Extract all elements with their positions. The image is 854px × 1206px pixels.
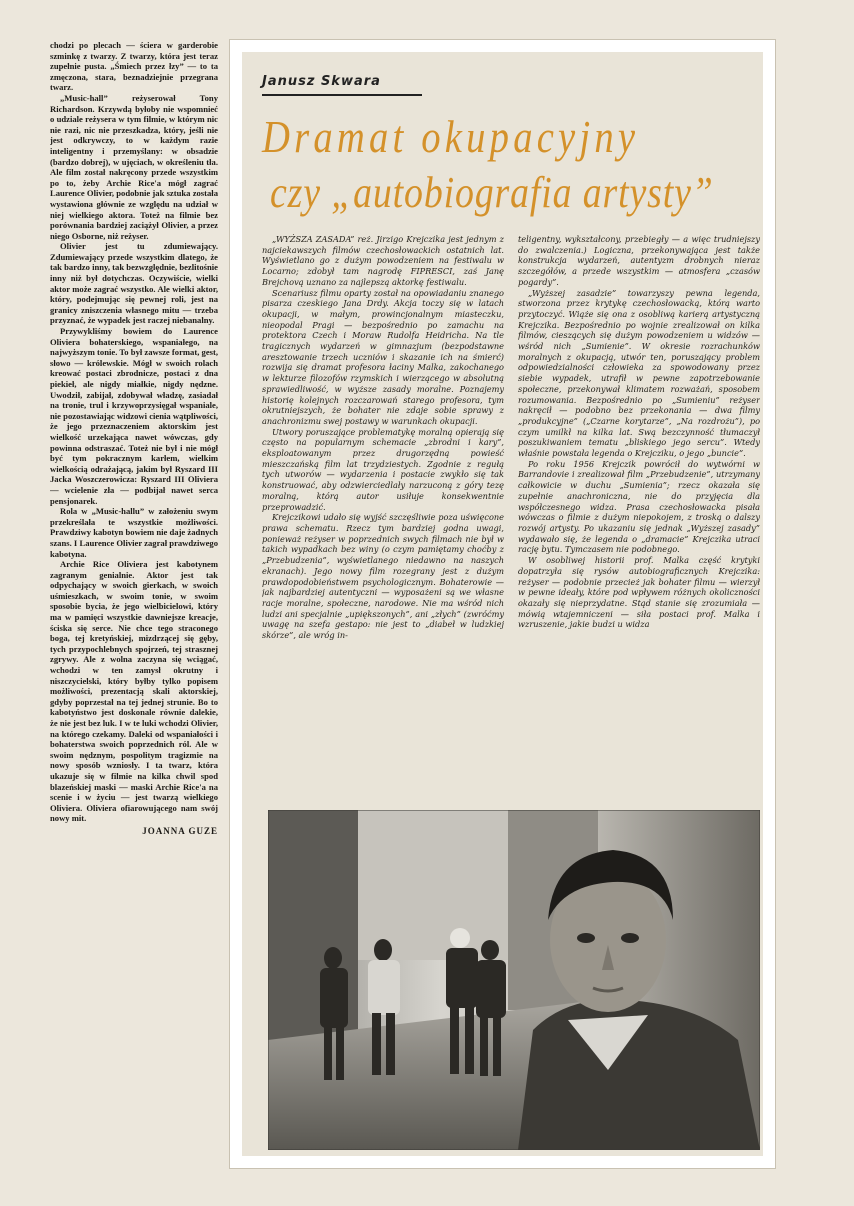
left-paragraph: Przywykliśmy bowiem do Laurence Oliviera bohaterskiego, wspaniałego, na najwyższym tonie. To był zawsze format, gest, słowo — królewskie. Mógł w swoich rolach kreować postaci zbrodnicze, postaci z dna piekieł, ale nigdy miałkie, nigdy nędzne. Uwodził, zabijał, zdobywał władzę, zasiadał na tronie, trul i krzywoprzysięgał wspaniale, nie pozostawiając widzowi cienia wątpliwości, że jego przeznaczeniem aktorskim jest wielkość urzekająca nawet wówczas, gdy powinna odstraszać. Toteż nie był i nie mógł być tym pokracznym karłem, wielkim wielkością odrażającą, jakim był Ryszard III Jacka Woszczerowicza: Ryszard III Oliviera — wcielenie zła — podbijał nawet serca pensjonarek. xyxy=(50,326,218,506)
article-column-2 xyxy=(518,234,760,824)
left-paragraph: Archie Rice Oliviera jest kabotynem zagranym genialnie. Aktor jest tak odpychający w swoich gierkach, w swoich uśmieszkach, w swoim tonie, w swoim sposobie bycia, że jego wielbicielowi, który ma w pamięci wszystkie dawniejsze kreacje, ściska się serce. Nie chce tego straconego boga, tej kretyńskiej, mizdrzącej się gęby, tych przypochlebnych spojrzeń, tej strasznej zgrywy. Ale z wolna zaczyna się wciągać, wchodzi w ten zamysł okrutny i niszczycielski, który byłby tylko popisem możliwości, prezentacją skali aktorskiej, gdyby poprzestał na tej jednej strunie. Bo to kabotyństwo jest doskonale równie dalekie, że nie jest bez luk. I w te luki wchodzi Olivier, na którego czekamy. Daleki od wspaniałości i bohaterstwa swoich poprzednich ról. Ale w swoim nędznym, pospolitym tragizmie na nowy sposób wzniosły. I ta twarz, która ukazuje się w filmie na kilka chwil spod blazeńskiej maski — maski Archie Rice'a na scenie i w życiu — jest twarzą wielkiego Oliviera. Oliviera ofiarowującego nam swój nowy mit. xyxy=(50,559,218,824)
article-frame xyxy=(230,40,775,1168)
article-title-line2: czy „autobiografia artysty” xyxy=(270,168,714,217)
left-paragraph: Olivier jest tu zdumiewający. Zdumiewający przede wszystkim dlatego, że tak bardzo inny, tak bezwzględnie, bezlitośnie inny niż był dotychczas. Oczywiście, wielki aktor może zagrać wszystko. Ale wielki aktor, który, podejmując się pewnej roli, jest na granicy zniszczenia własnego mitu — trzeba przyznać, że wypadek jest raczej niebanalny. xyxy=(50,241,218,326)
left-paragraph: Rola w „Music-hallu” w założeniu swym przekreślała te wszystkie możliwości. Prawdziwy kabotyn bowiem nie daje żadnych szans. I Laurence Olivier zagrał prawdziwego kabotyna. xyxy=(50,506,218,559)
film-still-image xyxy=(268,810,760,1150)
film-still-photo xyxy=(268,810,760,1150)
article-paragraph: „WYŻSZA ZASADA” reż. Jirzigo Krejczika jest jednym z najciekawszych filmów czechosłowackich ostatnich lat. Wyświetlano go z dużym powodzeniem na festiwalu w Locarno; zdobył tam nagrodę FIPRESCI, zaś Janę Brejchovą uznano za najlepszą aktorkę festiwalu. xyxy=(262,234,504,287)
article-body xyxy=(262,234,760,824)
article-paragraph: Po roku 1956 Krejczik powrócił do wytwórni w Barrandovie i zrealizował film „Przebudzenie”, utrzymany całkowicie w duchu „Sumienia”; rzecz okazała się zupełnie anachroniczna, nie do przyjęcia dla współczesnego widza. Prasa czechosłowacka pisała wówczas o filmie z dużym niepokojem, z troską o dalszy rozwój artysty. Po ukazaniu się jednak „Wyższej zasady” wydawało się, że legenda o „dramacie” Krejczika utraci rację bytu. Tymczasem nie podobnego. xyxy=(518,458,760,555)
article-paragraph: Scenariusz filmu oparty został na opowiadaniu znanego pisarza czeskiego Jana Drdy. Akcja toczy się w latach okupacji, w małym, prowincjonalnym miasteczku, nieopodal Pragi — bezpośrednio po zamachu na protektora Czech i Moraw Rudolfa Heidricha. Na tle tragicznych wydarzeń w gimnazjum (bezpodstawne aresztowanie trzech uczniów i skazanie ich na śmierć) rozwija się dramat profesora łaciny Malka, zakochanego w lekturze filozofów rzymskich i wierzącego w absolutną sprawiedliwość, w wyższe zasady moralne. Poznajemy historię kolejnych rozczarowań starego profesora, tym okrutniejszych, że bohater nie zdaje sobie sprawy z anachronizmu swej postawy w warunkach okupacji. xyxy=(262,287,504,426)
article-column-1 xyxy=(262,234,504,824)
left-paragraph: „Music-hall” reżyserował Tony Richardson. Krzywdą byłoby nie wspomnieć o udziale reżysera w tym filmie, w którym nic nie razi, nic nie przeszkadza, który, jeśli nie jest odkrywczy, to w każdym razie inteligentny i przemyślany: w obsadzie (bardzo dobrej), w ujęciach, w określeniu tła. Ale film został nakręcony przede wszystkim po to, żeby Archie Rice'a mógł zagrać Laurence Olivier, podobnie jak sztuka została wystawiona głównie ze względu na udział w niej wielkiego aktora. Toteż na filmie bez porównania bardziej zaciążył Olivier, a przez niego Osborne, niż reżyser. xyxy=(50,92,218,241)
article-paragraph: „Wyższej zasadzie” towarzyszy pewna legenda, stworzona przez krytykę czechosłowacką, którą warto przytoczyć. Wiąże się ona z osobliwą karierą artystyczną Krejczika. Bezpośrednio po wojnie zrealizował on kilka filmów, cieszących się dużym powodzeniem u widzów — wśród nich „Sumienie”. W okresie rozrachunków moralnych z okupacją, utwór ten, poruszający problem odpowiedzialności człowieka za spowodowany przez siebie wypadek, utrafił w pewne zapotrzebowanie społeczne, przekonywał klimatem rozważań, sposobem rozumowania. Bezpośrednio po „Sumieniu” reżyser nakręcił — podobno bez przekonania — dwa filmy „produkcyjne” („Czarne korytarze”, „Na rozdrożu”), po czym umilkł na kilka lat. Swą bezczynność tłumaczył poszukiwaniem tematu „bliskiego jego sercu”. Wtedy właśnie powstała legenda o Krejcziku, o jego „buncie”. xyxy=(518,287,760,459)
left-paragraph: chodzi po plecach — ściera w garderobie szminkę z twarzy. Z twarzy, która jest teraz zupełnie pusta. „Śmiech przez łzy” — to ta zmęczona, stara, beznadziejnie przegrana twarz. xyxy=(50,40,218,93)
article-title-line1: Dramat okupacyjny xyxy=(262,111,640,162)
article-paragraph: W osobliwej historii prof. Malka część krytyki dopatrzyła się rysów autobiograficznych Krejczika: reżyser — podobnie przecież jak bohater filmu — wierzył w pewne ideały, które pod wpływem różnych okoliczności okazały się nieprzydatne. Stąd stanie się zrozumiała — mówią wtajemniczeni — siła postaci prof. Malka i wzruszenie, jakie budzi u widza xyxy=(518,555,760,630)
article-author: Janusz Skwara xyxy=(262,74,381,89)
author-underline xyxy=(262,94,422,96)
article-paragraph: Krejczikowi udało się wyjść szczęśliwie poza uświęcone prawa schematu. Rzecz tym bardziej godna uwagi, ponieważ reżyser w poprzednich swych filmach nie był w takich wypadkach bez winy (o czym pamiętamy choćby z „Przebudzenia”, wyświetlanego niedawno na naszych ekranach). Jego nowy film rozegrany jest z dużym prawdopodobieństwem psychologicznym. Bohaterowie — jak najbardziej autentyczni — wyposażeni są we własne racje moralne, społeczne, narodowe. Nie ma wśród nich ludzi ani specjalnie „upiększonych”, ani „złych” (zwróćmy uwagę na szefa gestapo: nie jest to „diabeł w ludzkiej skórze”, ale wróg in- xyxy=(262,512,504,641)
article-paragraph: teligentny, wykształcony, przebiegły — a więc trudniejszy do zwalczenia.) Logiczna, przekonywająca jest także konstrukcja wydarzeń, autentyzm drobnych nieraz szczegółów, a przede wszystkim — atmosfera „czasów pogardy”. xyxy=(518,234,760,287)
left-column-text xyxy=(50,40,218,1160)
article-paragraph: Utwory poruszające problematykę moralną opierają się często na popularnym schemacie „zbrodni i kary”, eksploatowanym przez drugorzędną powieść mieszczańską film lat trzydziestych. Zgodnie z regułą tych utworów — wydarzenia i postacie zwykło się tak konstruować, aby odzwierciedlały narzuconą z góry tezę moralną, którą autor usiłuje konsekwentnie przeprowadzić. xyxy=(262,426,504,512)
author-signature: JOANNA GUZE xyxy=(142,825,218,836)
